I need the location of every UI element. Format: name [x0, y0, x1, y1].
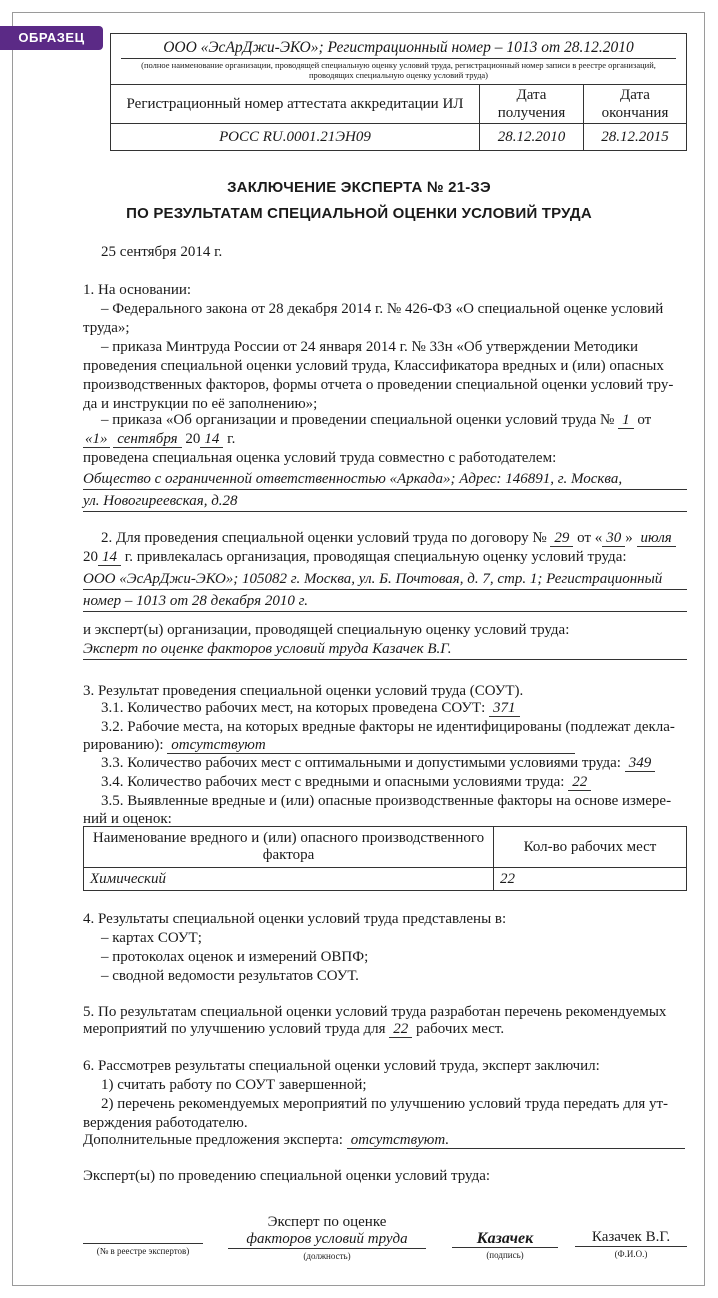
fio-field: Казачек В.Г. (Ф.И.О.) [575, 1229, 687, 1261]
employer-line-2: ул. Новогиреевская, д.28 [83, 492, 687, 512]
date-expiry-header: Дата окончания [584, 85, 687, 124]
s1-line: – приказа Минтруда России от 24 января 2014 г. № 33н «Об утверждении Методики [101, 339, 638, 355]
order-year: 14 [200, 431, 223, 448]
s2-year-line: 20 14 г. привлекалась организация, проводящая специальную оценку условий труда: [83, 549, 627, 565]
s1-heading: 1. На основании: [83, 282, 192, 298]
signature: Казачек [452, 1230, 558, 1248]
s1-line: да и инструкции по её заполнению»; [83, 396, 318, 412]
s6-extra-line: Дополнительные предложения эксперта: отсутствуют. [83, 1131, 687, 1150]
contract-month: июля [637, 530, 676, 547]
s5-line-1: 5. По результатам специальной оценки условий труда разработан перечень рекомендуемых [83, 1004, 667, 1020]
measures-count: 22 [389, 1021, 412, 1038]
order-day: 1 [92, 431, 100, 447]
s6-heading: 6. Рассмотрев результаты специальной оценки условий труда, эксперт заключил: [83, 1058, 600, 1074]
s1-line: проведена специальная оценка условий труда совместно с работодателем: [83, 450, 557, 466]
s1-order-line: – приказа «Об организации и проведении специальной оценки условий труда № 1 от [101, 412, 652, 428]
expert-fio: Казачек В.Г. [575, 1229, 687, 1247]
extra-proposals: отсутствуют. [347, 1132, 685, 1149]
expert-line: Эксперт по оценке факторов условий труда Казачек В.Г. [83, 640, 687, 660]
factor-count-header: Кол-во рабочих мест [494, 827, 687, 868]
s3-item-5b: ний и оценок: [83, 811, 172, 827]
factors-table [83, 826, 687, 891]
s1-order-date: «1» сентября 20 14 г. [85, 431, 236, 447]
s3-item-1: 3.1. Количество рабочих мест, на которых проведена СОУТ: 371 [83, 699, 705, 718]
org-note: (полное наименование организации, проводящей специальную оценку условий труда, регистрационный номер записи в реестре организаций, проводящих специальную оценку условий труда) [121, 58, 676, 80]
total-workplaces: 371 [489, 700, 520, 717]
list-item: верждения работодателю. [83, 1115, 248, 1131]
s3-item-2b: рированию): отсутствуют [83, 736, 687, 755]
s1-line: труда»; [83, 320, 130, 336]
document-date: 25 сентября 2014 г. [101, 244, 223, 260]
title-line-2: ПО РЕЗУЛЬТАТАМ СПЕЦИАЛЬНОЙ ОЦЕНКИ УСЛОВИЙ ТРУДА [126, 205, 592, 222]
s2-contract-line: 2. Для проведения специальной оценки условий труда по договору № 29 от « 30 » июля [83, 529, 705, 548]
factor-count: 22 [494, 868, 687, 891]
contractor-line-2: номер – 1013 от 28 декабря 2010 г. [83, 592, 687, 612]
accreditation-header: Регистрационный номер аттестата аккредитации ИЛ [111, 85, 480, 124]
factor-name-header: Наименование вредного и (или) опасного производственного фактора [84, 827, 494, 868]
list-item: 2) перечень рекомендуемых мероприятий по улучшению условий труда передать для ут- [101, 1096, 669, 1112]
s2-expert-intro: и эксперт(ы) организации, проводящей специальную оценку условий труда: [83, 622, 570, 638]
s3-item-4: 3.4. Количество рабочих мест с вредными и опасными условиями труда: 22 [83, 773, 705, 792]
date-received: 28.12.2010 [480, 124, 584, 151]
s1-line: – Федерального закона от 28 декабря 2014 г. № 426-ФЗ «О специальной оценке условий [101, 301, 664, 317]
contract-number: 29 [550, 530, 573, 547]
accreditation-number: РОСС RU.0001.21ЭН09 [111, 124, 480, 151]
date-expiry: 28.12.2015 [584, 124, 687, 151]
order-month: сентября [113, 431, 181, 448]
factor-name: Химический [84, 868, 494, 891]
s1-line: проведения специальной оценки условий труда, Классификатора вредных и (или) опасных [83, 358, 664, 374]
undeclared-value: отсутствуют [167, 737, 575, 754]
s3-item-3: 3.3. Количество рабочих мест с оптимальными и допустимыми условиями труда: 349 [83, 754, 705, 773]
order-number: 1 [618, 412, 634, 429]
harmful-workplaces: 22 [568, 774, 591, 791]
s3-item-2a: 3.2. Рабочие места, на которых вредные факторы не идентифицированы (подлежат декла- [101, 719, 675, 735]
table-row [84, 868, 687, 891]
s3-item-5a: 3.5. Выявленные вредные и (или) опасные производственные факторы на основе измере- [101, 793, 672, 809]
organization-table [110, 33, 687, 151]
optimal-workplaces: 349 [625, 755, 656, 772]
list-item: – сводной ведомости результатов СОУТ. [101, 968, 359, 984]
title-line-1: ЗАКЛЮЧЕНИЕ ЭКСПЕРТА № 21-ЗЭ [227, 179, 491, 196]
s5-line-2: мероприятий по улучшению условий труда для 22 рабочих мест. [83, 1021, 505, 1037]
sample-badge: ОБРАЗЕЦ [0, 26, 103, 50]
registry-number-field: (№ в реестре экспертов) [83, 1226, 203, 1258]
employer-line-1: Общество с ограниченной ответственностью «Аркада»; Адрес: 146891, г. Москва, [83, 470, 687, 490]
org-name: ООО «ЭсАрДжи-ЭКО»; Регистрационный номер – 1013 от 28.12.2010 [111, 34, 687, 59]
contract-year: 14 [98, 549, 121, 566]
contract-day: 30 [602, 530, 625, 547]
signature-intro: Эксперт(ы) по проведению специальной оценки условий труда: [83, 1168, 491, 1184]
position-field: Эксперт по оценке факторов условий труда (должность) [228, 1214, 426, 1263]
contractor-line-1: ООО «ЭсАрДжи-ЭКО»; 105082 г. Москва, ул. Б. Почтовая, д. 7, стр. 1; Регистрационный [83, 570, 687, 590]
s4-heading: 4. Результаты специальной оценки условий труда представлены в: [83, 911, 507, 927]
signature-field: Казачек (подпись) [452, 1230, 558, 1262]
date-received-header: Дата получения [480, 85, 584, 124]
s3-heading: 3. Результат проведения специальной оценки условий труда (СОУТ). [83, 683, 524, 699]
list-item: 1) считать работу по СОУТ завершенной; [101, 1077, 367, 1093]
list-item: – протоколах оценок и измерений ОВПФ; [101, 949, 369, 965]
s1-line: производственных факторов, формы отчета о проведении специальной оценки условий тру- [83, 377, 674, 393]
list-item: – картах СОУТ; [101, 930, 202, 946]
